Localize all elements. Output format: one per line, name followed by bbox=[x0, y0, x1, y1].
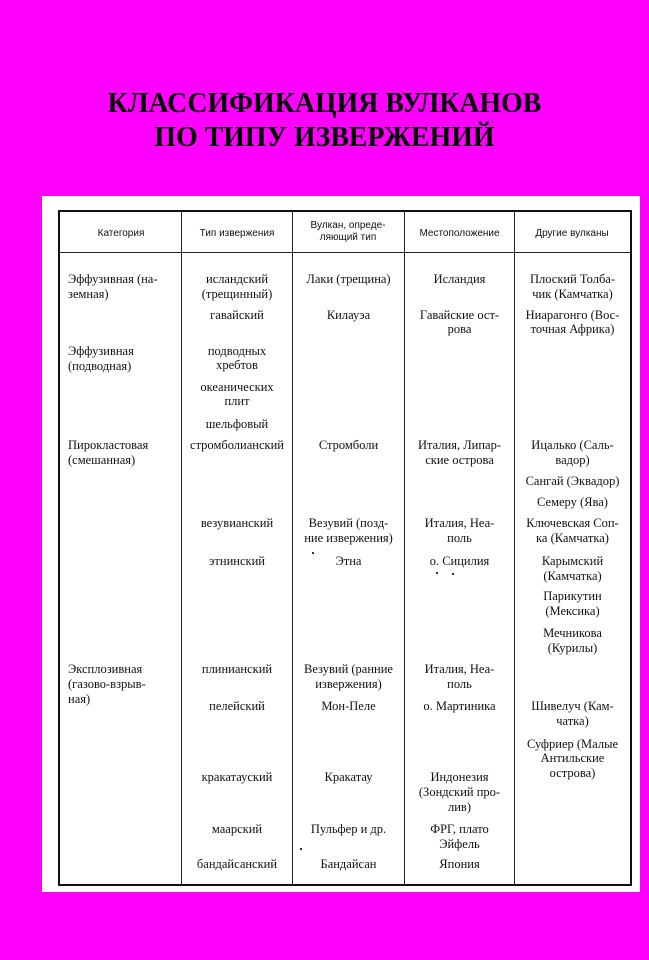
volcano-bandaisan: Бандайсан bbox=[320, 857, 377, 871]
header-location: Местоположение bbox=[419, 228, 500, 239]
other-nyiragongo: точная Африка) bbox=[530, 322, 615, 336]
volcano-mont-pele: Мон-Пеле bbox=[321, 699, 376, 713]
volcano-kilauea: Килауэа bbox=[326, 308, 371, 322]
header-eruption-type: Тип извержения bbox=[199, 228, 275, 239]
scan-speck bbox=[436, 572, 438, 574]
location-naples-2: Италия, Неа- bbox=[424, 662, 495, 676]
other-karymsky: (Камчатка) bbox=[543, 569, 602, 583]
volcano-krakatau: Кракатау bbox=[324, 770, 373, 784]
category-pyroclastic: (смешанная) bbox=[68, 453, 136, 467]
type-oceanic-plates: океанических bbox=[200, 380, 274, 394]
location-indonesia: лив) bbox=[448, 800, 471, 814]
location-naples-2: поль bbox=[447, 677, 472, 691]
location-frg-eifel: Эйфель bbox=[439, 837, 480, 851]
volcano-pulfer: Пульфер и др. bbox=[310, 822, 387, 836]
category-effusive-ground: земная) bbox=[68, 287, 109, 301]
type-vesuvian: везувианский bbox=[200, 516, 274, 530]
header-category: Категория bbox=[97, 228, 145, 239]
volcano-etna: Этна bbox=[335, 554, 362, 568]
type-ridges: подводных bbox=[207, 344, 267, 358]
volcano-vesuvius-late: Везувий (позд- bbox=[308, 516, 389, 530]
other-semeru: Семеру (Ява) bbox=[537, 495, 608, 509]
header-defining-volcano-2: ляющий тип bbox=[319, 232, 377, 243]
header-other-volcanoes: Другие вулканы bbox=[535, 228, 609, 239]
other-shiveluch: чатка) bbox=[556, 714, 589, 728]
other-tolbachik: Плоский Толба- bbox=[529, 272, 616, 286]
location-indonesia: Индонезия bbox=[430, 770, 489, 784]
category-effusive-subaqueous: Эффузивная bbox=[68, 344, 134, 358]
table-scan bbox=[42, 196, 640, 892]
location-japan: Япония bbox=[439, 857, 480, 871]
category-explosive: Эксплозивная bbox=[68, 662, 143, 676]
type-icelandic: исландский bbox=[205, 272, 269, 286]
scan-speck bbox=[312, 552, 314, 554]
other-izalco: вадор) bbox=[555, 453, 590, 467]
other-soufriere: Суфриер (Малые bbox=[526, 737, 619, 751]
title-line-2: ПО ТИПУ ИЗВЕРЖЕНИЙ bbox=[154, 121, 495, 153]
location-iceland: Исландия bbox=[433, 272, 486, 286]
category-effusive-subaqueous: (подводная) bbox=[68, 359, 132, 373]
type-pelean: пелейский bbox=[209, 699, 265, 713]
scan-speck bbox=[300, 848, 302, 850]
other-soufriere: острова) bbox=[549, 766, 596, 780]
location-naples: поль bbox=[447, 531, 472, 545]
type-krakatoan: кракатауский bbox=[201, 770, 273, 784]
page-title bbox=[13, 86, 636, 154]
volcano-laki: Лаки (трещина) bbox=[306, 272, 391, 286]
scan-speck bbox=[452, 573, 454, 575]
volcano-vesuvius-early: Везувий (ранние bbox=[304, 662, 393, 676]
type-oceanic-plates: плит bbox=[224, 394, 250, 408]
location-naples: Италия, Неа- bbox=[424, 516, 495, 530]
type-etnian: этнинский bbox=[209, 554, 265, 568]
other-paricutin: Парикутин bbox=[543, 589, 602, 603]
other-paricutin: (Мексика) bbox=[545, 604, 600, 618]
other-mechnikov: Мечникова bbox=[543, 626, 602, 640]
category-explosive: (газово-взрыв- bbox=[68, 677, 146, 691]
other-shiveluch: Шивелуч (Кам- bbox=[531, 699, 614, 713]
other-tolbachik: чик (Камчатка) bbox=[532, 287, 613, 301]
type-icelandic: (трещинный) bbox=[201, 287, 273, 301]
category-explosive: ная) bbox=[68, 692, 91, 706]
volcano-stromboli: Стромболи bbox=[318, 438, 379, 452]
category-effusive-ground: Эффузивная (на- bbox=[68, 272, 158, 286]
location-sicily: о. Сицилия bbox=[429, 554, 490, 568]
other-mechnikov: (Курилы) bbox=[547, 641, 598, 655]
location-martinique: о. Мартиника bbox=[423, 699, 496, 713]
header-defining-volcano-1: Вулкан, опреде- bbox=[310, 220, 386, 231]
type-bandaisan: бандайсанский bbox=[196, 857, 278, 871]
location-hawaii: Гавайские ост- bbox=[419, 308, 500, 322]
type-plinian: плинианский bbox=[201, 662, 273, 676]
type-strombolian: стромболианский bbox=[190, 438, 284, 452]
volcano-vesuvius-early: извержения) bbox=[315, 677, 382, 691]
header-divider bbox=[60, 252, 630, 253]
volcano-vesuvius-late: ние извержения) bbox=[304, 531, 393, 545]
location-hawaii: рова bbox=[447, 322, 472, 336]
location-indonesia: (Зондский про- bbox=[418, 785, 501, 799]
other-soufriere: Антильские bbox=[540, 751, 605, 765]
other-klyuchevskaya: ка (Камчатка) bbox=[536, 531, 609, 545]
type-hawaiian: гавайский bbox=[210, 308, 264, 322]
location-lipari: Италия, Липар- bbox=[417, 438, 502, 452]
category-pyroclastic: Пирокластовая bbox=[68, 438, 149, 452]
location-frg-eifel: ФРГ, плато bbox=[430, 822, 489, 836]
other-nyiragongo: Ниарагонго (Вос- bbox=[525, 308, 620, 322]
type-shelf: шельфовый bbox=[205, 417, 269, 431]
location-lipari: ские острова bbox=[425, 453, 494, 467]
type-maar: маарский bbox=[211, 822, 263, 836]
other-sangay: Сангай (Эквадор) bbox=[525, 474, 620, 488]
type-ridges: хребтов bbox=[216, 358, 258, 372]
other-karymsky: Карымский bbox=[541, 554, 604, 568]
title-line-1: КЛАССИФИКАЦИЯ ВУЛКАНОВ bbox=[107, 87, 542, 119]
other-klyuchevskaya: Ключевская Соп- bbox=[526, 516, 619, 530]
other-izalco: Ицалько (Саль- bbox=[531, 438, 614, 452]
